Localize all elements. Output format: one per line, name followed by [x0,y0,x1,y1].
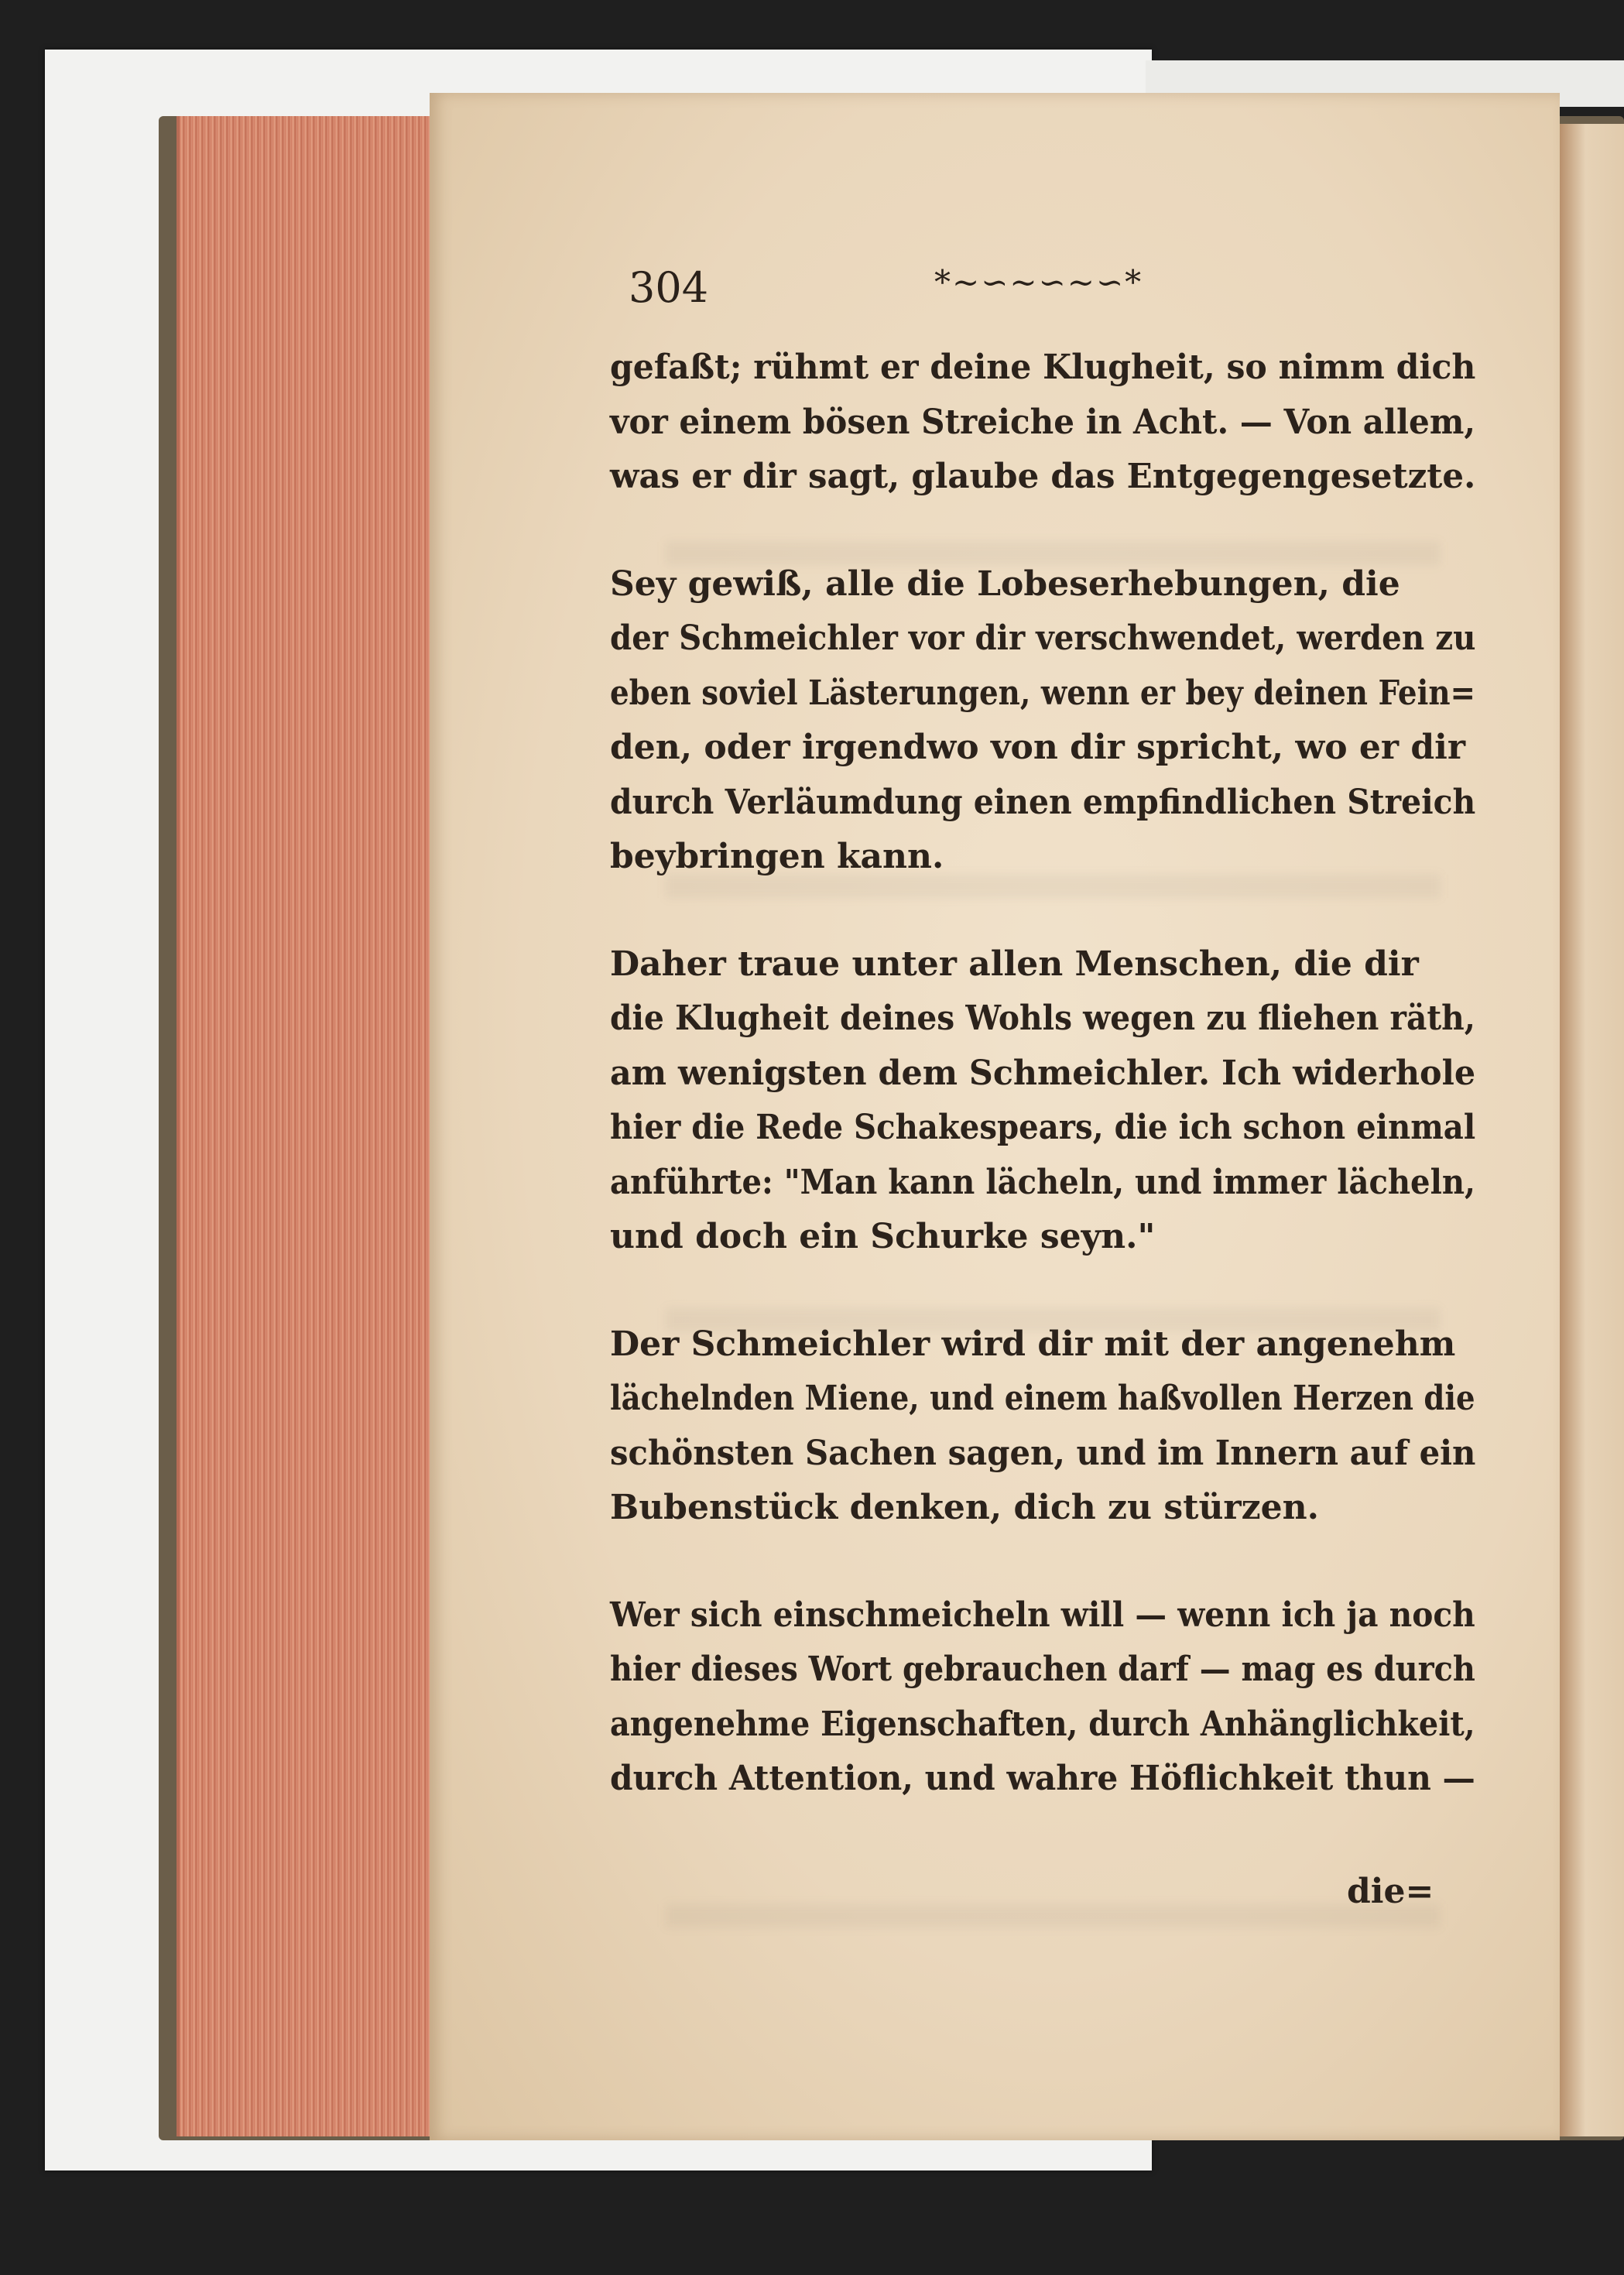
paragraph [610,1317,1475,1536]
text-line: durch Attention, und wahre Höflichkeit thun — [610,1759,1475,1798]
text-line: vor einem bösen Streiche in Acht. — Von allem, [610,402,1476,442]
text-line: Bubenstück denken, dich zu stürzen. [610,1488,1319,1527]
show-through [666,1904,1440,1927]
text-line: was er dir sagt, glaube das Entgegengesetzte. [610,457,1476,496]
paragraph [610,557,1475,885]
text-line: Der Schmeichler wird dir mit der angenehm [610,1324,1456,1364]
page-header [629,263,1472,317]
text-line: Sey gewiß, alle die Lobeserhebungen, die [610,564,1400,604]
facing-page-edge [1560,124,1624,2136]
body-text [610,341,1475,1859]
text-line: den, oder irgendwo von dir spricht, wo er dir [610,728,1466,767]
paragraph [610,1588,1475,1807]
catchword: die= [1347,1872,1434,1911]
text-line: lächelnden Miene, und einem haßvollen Herzen die [610,1379,1475,1418]
text-line: und doch ein Schurke seyn." [610,1217,1156,1256]
text-line: Wer sich einschmeicheln will — wenn ich ja noch [610,1595,1475,1635]
text-line: hier die Rede Schakespears, die ich schon einmal [610,1108,1476,1147]
text-line: schönsten Sachen sagen, und im Innern auf ein [610,1433,1476,1473]
text-line: hier dieses Wort gebrauchen darf — mag es durch [610,1650,1475,1689]
text-line: am wenigsten dem Schmeichler. Ich widerhole [610,1053,1476,1093]
paragraph [610,341,1475,505]
red-page-edges [176,116,439,2136]
text-line: gefaßt; rühmt er deine Klugheit, so nimm dich [610,348,1476,387]
text-line: anführte: "Man kann lächeln, und immer lächeln, [610,1162,1475,1202]
text-line: eben soviel Lästerungen, wenn er bey deinen Fein= [610,673,1476,713]
header-ornament: *~∽~∽~∽* [934,263,1143,301]
text-line: durch Verläumdung einen empfindlichen Streich [610,782,1476,822]
text-line: der Schmeichler vor dir verschwendet, werden zu [610,618,1476,658]
paragraph [610,937,1475,1265]
text-line: Daher traue unter allen Menschen, die dir [610,944,1419,984]
page-number: 304 [629,263,709,312]
text-line: die Klugheit deines Wohls wegen zu fliehen räth, [610,999,1475,1038]
text-line: beybringen kann. [610,837,944,876]
text-line: angenehme Eigenschaften, durch Anhänglichkeit, [610,1704,1475,1744]
